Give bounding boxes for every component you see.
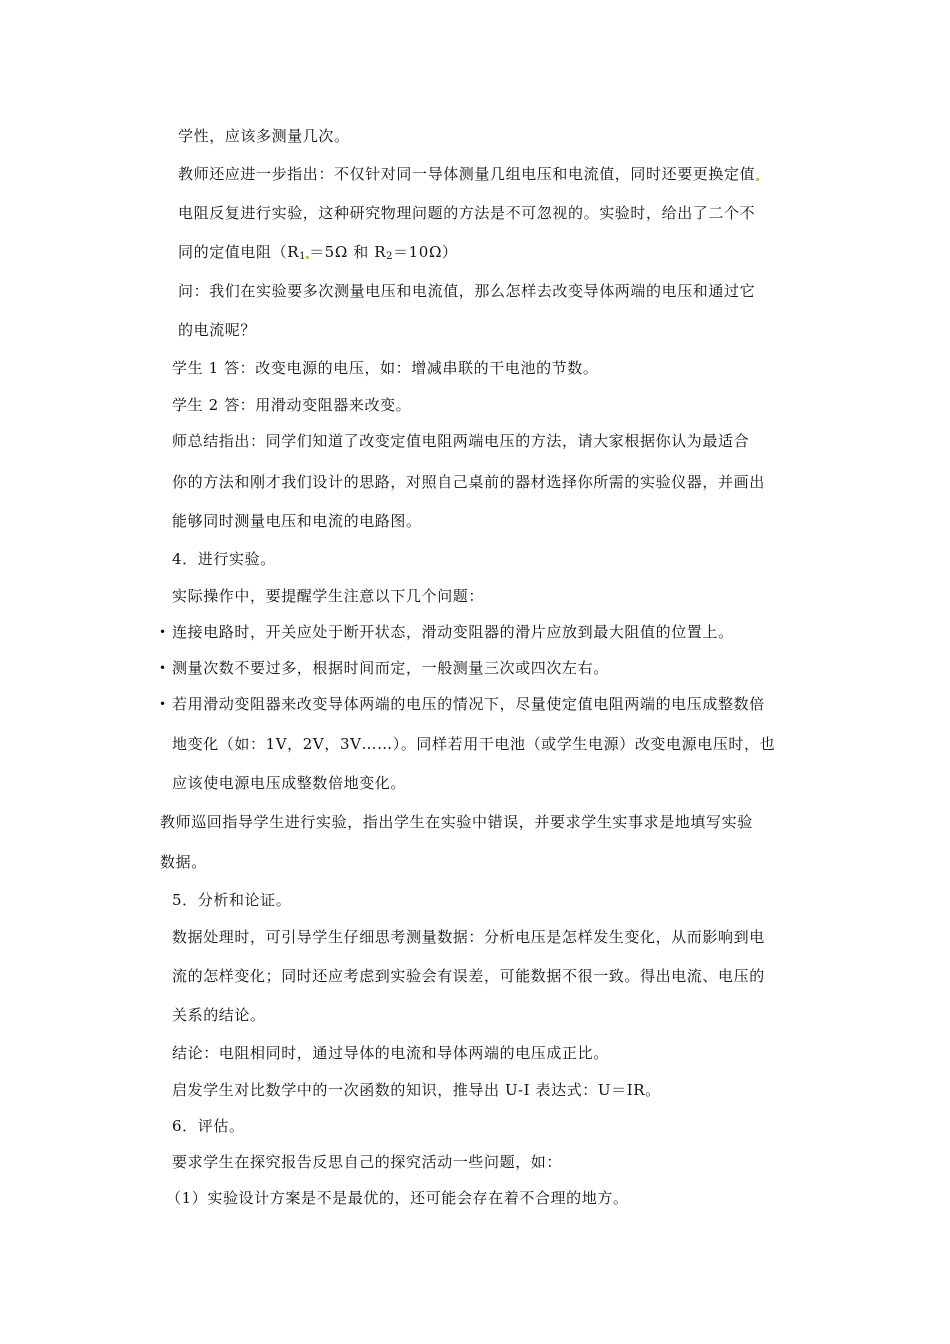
text-line: 教师还应进一步指出：不仅针对同一导体测量几组电压和电流值，同时还要更换定值 xyxy=(178,164,759,184)
text-line: 启发学生对比数学中的一次函数的知识，推导出 U-I 表达式：U＝IR。 xyxy=(172,1081,661,1099)
text-line: 结论：电阻相同时，通过导体的电流和导体两端的电压成正比。 xyxy=(172,1044,609,1062)
bullet-point: • xyxy=(159,661,167,675)
bullet-point: • xyxy=(159,625,167,639)
text-line: 问：我们在实验要多次测量电压和电流值，那么怎样去改变导体两端的电压和通过它 xyxy=(178,282,756,300)
text-line: 实际操作中，要提醒学生注意以下几个问题： xyxy=(172,587,485,605)
text-line: 数据处理时，可引导学生仔细思考测量数据：分析电压是怎样发生变化，从而影响到电 xyxy=(172,928,765,946)
text-line: 学生 1 答：改变电源的电压，如：增减串联的干电池的节数。 xyxy=(172,359,599,377)
bullet-text: 若用滑动变阻器来改变导体两端的电压的情况下，尽量使定值电阻两端的电压成整数倍 xyxy=(172,695,765,713)
section-heading: 5．分析和论证。 xyxy=(172,891,292,909)
bullet-point: • xyxy=(159,697,167,711)
text-line: 学性，应该多测量几次。 xyxy=(178,127,350,145)
edit-mark xyxy=(756,178,759,181)
text-line: 同的定值电阻（$R_1 =5\Omega$ 和 $R_2=10\Omega$） xyxy=(178,243,458,262)
text-line: 师总结指出：同学们知道了改变定值电阻两端电压的方法，请大家根据你认为最适合 xyxy=(172,432,750,450)
text-line: 要求学生在探究报告反思自己的探究活动一些问题，如： xyxy=(172,1153,563,1171)
section-heading: 6．评估。 xyxy=(172,1117,245,1135)
text-line: 教师巡回指导学生进行实验，指出学生在实验中错误，并要求学生实事求是地填写实验 xyxy=(160,813,753,831)
text-line: 流的怎样变化；同时还应考虑到实验会有误差，可能数据不很一致。得出电流、电压的 xyxy=(172,967,765,985)
text-line: 关系的结论。 xyxy=(172,1006,266,1024)
bullet-text: 地变化（如：1V，2V，3V……）。同样若用干电池（或学生电源）改变电源电压时，也 xyxy=(172,735,776,753)
text-line: 学生 2 答：用滑动变阻器来改变。 xyxy=(172,396,412,414)
text-line: 你的方法和刚才我们设计的思路，对照自己桌前的器材选择你所需的实验仪器，并画出 xyxy=(172,473,765,491)
bullet-text: 应该使电源电压成整数倍地变化。 xyxy=(172,774,407,792)
text-line: 电阻反复进行实验，这种研究物理问题的方法是不可忽视的。实验时，给出了二个不 xyxy=(178,204,756,222)
bullet-text: 连接电路时，开关应处于断开状态，滑动变阻器的滑片应放到最大阻值的位置上。 xyxy=(172,623,734,641)
text-line: （1）实验设计方案是不是最优的，还可能会存在着不合理的地方。 xyxy=(166,1189,629,1207)
section-heading: 4．进行实验。 xyxy=(172,550,276,568)
text-line: 的电流呢？ xyxy=(178,321,257,339)
text-line: 能够同时测量电压和电流的电路图。 xyxy=(172,512,422,530)
text-line: 数据。 xyxy=(160,853,207,871)
bullet-text: 测量次数不要过多，根据时间而定，一般测量三次或四次左右。 xyxy=(172,659,609,677)
